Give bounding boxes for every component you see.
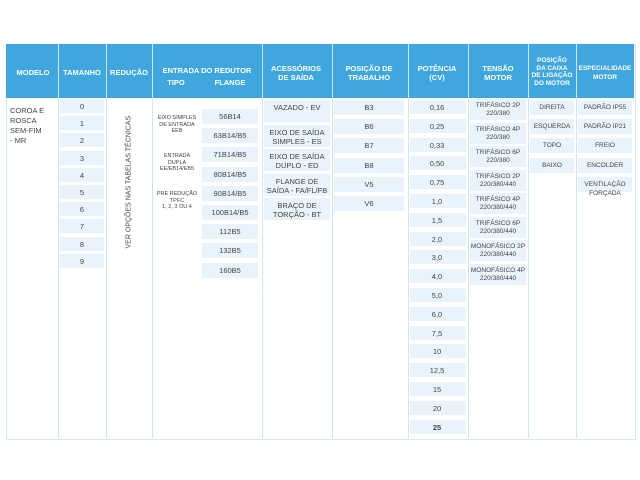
especialidade-item: PADRÃO IP21: [583, 123, 627, 131]
tamanho-item: 6: [79, 205, 85, 215]
posicao-caixa-item: ESQUERDA: [533, 123, 571, 131]
posicao-item: B3: [364, 103, 374, 112]
tamanho-item: 4: [79, 170, 85, 180]
potencia-item: 0,75: [429, 178, 445, 188]
potencia-item: 0,33: [429, 140, 445, 150]
potencia-item: 20: [432, 403, 442, 413]
header-tensao: TENSÃO MOTOR: [482, 64, 514, 82]
header-posicao-trabalho: POSIÇÃO DE TRABALHO: [345, 64, 393, 82]
flange-item: 63B14/B5: [213, 131, 247, 141]
posicao-caixa-item: BAIXO: [542, 161, 562, 169]
tamanho-item: 2: [79, 136, 85, 146]
acessorio-item: FLANGE DE SAÍDA - FA/FL/FB: [266, 176, 328, 195]
tamanho-item: 9: [79, 256, 85, 266]
especialidade-item: ENCOLDER: [586, 161, 624, 169]
acessorio-item: EIXO DE SAÍDA SIMPLES - ES: [269, 127, 325, 146]
potencia-item: 0,16: [429, 103, 445, 112]
tipo-entrada-dupla: ENTRADA DUPLA EE/EB14/EB5: [159, 153, 195, 172]
especialidade-item: PADRÃO IP55: [583, 104, 627, 111]
tensao-item: TRIFÁSICO 6P 220/380: [475, 149, 521, 164]
col-divider: [152, 44, 153, 438]
col-divider: [58, 44, 59, 438]
posicao-caixa-item: DIREITA: [539, 104, 565, 111]
tipo-eixo-simples: EIXO SIMPLES DE ENTRADA EEB: [157, 115, 197, 134]
especialidade-item: VENTILAÇÃO FORÇADA: [584, 180, 626, 197]
potencia-item: 15: [432, 385, 442, 394]
tamanho-item: 0: [79, 102, 85, 111]
posicao-item: B6: [364, 122, 374, 132]
tamanho-item: 3: [79, 153, 85, 163]
flange-item: 71B14/B5: [213, 150, 247, 160]
flange-item: 100B14/B5: [211, 208, 249, 217]
tipo-pre-reducao: PRÉ REDUÇÃO TPFC 1, 2, 3 OU 4: [156, 191, 198, 210]
potencia-item: 10: [432, 347, 442, 357]
tamanho-item: 1: [79, 119, 85, 129]
header-modelo: MODELO: [16, 68, 50, 77]
potencia-item: 3,0: [431, 253, 443, 263]
posicao-item: V5: [364, 179, 374, 189]
tensao-item: TRIFÁSICO 4P 220/380/440: [475, 196, 521, 211]
tensao-item: MONOFÁSICO 2P 220/380/440: [470, 243, 526, 258]
tensao-item: TRIFÁSICO 2P 220/380: [475, 102, 521, 117]
acessorio-item: VAZADO - EV: [273, 103, 321, 112]
potencia-item: 0,25: [429, 121, 445, 131]
col-divider: [408, 44, 409, 438]
header-tipo: TIPO: [167, 78, 185, 87]
flange-item: 112B5: [219, 227, 241, 237]
header-potencia: POTÊNCIA (CV): [417, 64, 457, 82]
potencia-item: 25: [432, 422, 442, 432]
potencia-item: 1,0: [431, 197, 443, 206]
potencia-item: 6,0: [431, 309, 443, 319]
header-acessorios: ACESSÓRIOS DE SAÍDA: [270, 64, 321, 82]
posicao-item: V6: [364, 199, 374, 208]
col-divider: [576, 44, 577, 438]
acessorio-item: EIXO DE SAÍDA DUPLO - ED: [269, 152, 325, 170]
tensao-item: MONOFÁSICO 4P 220/380/440: [470, 266, 526, 282]
potencia-item: 0,50: [429, 159, 445, 169]
potencia-item: 2,0: [431, 234, 443, 244]
especialidade-item: FREIO: [595, 142, 615, 150]
header-tamanho: TAMANHO: [63, 68, 101, 77]
header-especialidade: ESPECIALIDADE MOTOR: [578, 65, 632, 81]
col-divider: [106, 44, 107, 438]
col-divider: [468, 44, 469, 438]
flange-item: 132B5: [219, 246, 241, 256]
tensao-item: TRIFÁSICO 4P 220/380: [475, 125, 521, 141]
potencia-item: 12,5: [429, 366, 445, 376]
flange-item: 90B14/B5: [213, 188, 247, 198]
potencia-item: 4,0: [431, 272, 443, 282]
posicao-caixa-item: TOPO: [542, 142, 562, 150]
tensao-item: TRIFÁSICO 6P 220/380/440: [475, 219, 521, 235]
tamanho-item: 5: [79, 188, 85, 197]
header-posicao-caixa: POSIÇÃO DA CAIXA DE LIGAÇÃO DO MOTOR: [531, 57, 573, 87]
tamanho-item: 7: [79, 222, 85, 232]
potencia-item: 5,0: [431, 291, 443, 300]
header-entrada: ENTRADA DO REDUTOR: [162, 66, 252, 75]
potencia-item: 7,5: [431, 328, 443, 338]
col-divider: [262, 44, 263, 438]
header-reducao: REDUÇÃO: [110, 68, 148, 77]
potencia-item: 1,5: [431, 215, 443, 225]
header-flange: FLANGE: [214, 78, 246, 87]
acessorio-item: BRAÇO DE TORÇÃO - BT: [272, 201, 322, 219]
modelo-cell: COROA E ROSCA SEM-FIM - MR: [10, 106, 45, 145]
tensao-item: TRIFÁSICO 2P 220/380/440: [475, 172, 521, 188]
tamanho-item: 8: [79, 239, 85, 249]
posicao-item: B8: [364, 160, 374, 170]
col-divider: [332, 44, 333, 438]
col-divider: [528, 44, 529, 438]
posicao-item: B7: [364, 141, 374, 151]
flange-item: 56B14: [219, 112, 241, 121]
flange-item: 160B5: [219, 265, 241, 275]
flange-item: 80B14/B5: [213, 169, 247, 179]
reducao-label: VER OPÇÕES NAS TABELAS TÉCNICAS: [125, 115, 133, 249]
